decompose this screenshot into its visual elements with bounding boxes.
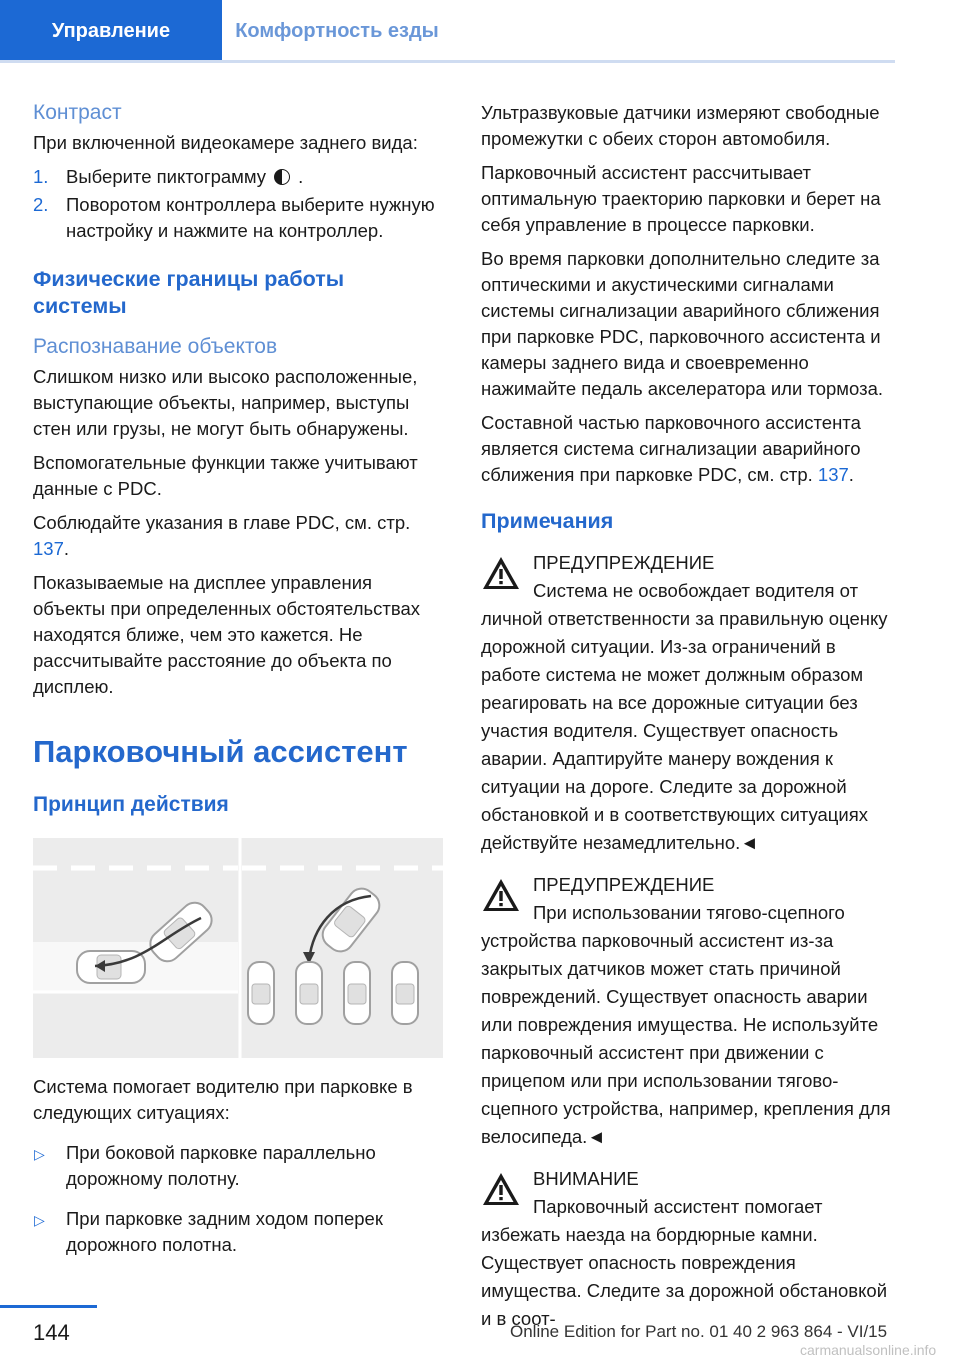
footer-accent-line [0, 1305, 97, 1308]
step-2 [33, 192, 443, 244]
list-arrow-icon: ▷ [34, 1212, 45, 1228]
right-p2: Парковочный ассистент рассчитывает оптимальную траекторию парковки и берет на себя управление в процессе парковки. [481, 162, 881, 235]
header-tab-control[interactable]: Управление [0, 0, 222, 62]
bullet-item [33, 1140, 443, 1192]
p3-end: . [63, 538, 70, 559]
left-column [33, 100, 443, 1272]
p3-text: Соблюдайте указания в главе PDC, см. стр. [33, 512, 411, 533]
contrast-heading: Контраст [33, 101, 122, 124]
notes-heading: Примечания [481, 509, 614, 533]
watermark: carmanualsonline.info [800, 1342, 937, 1358]
header-divider [0, 60, 895, 63]
page-link-137[interactable]: 137 [33, 538, 64, 559]
header-tab-comfort[interactable]: Комфортность езды [235, 19, 439, 42]
warning-title: ПРЕДУПРЕЖДЕНИЕ [533, 552, 715, 573]
warning-title: ПРЕДУПРЕЖДЕНИЕ [533, 874, 715, 895]
bullet-item [33, 1206, 443, 1258]
warning-body: Система не освобождает водителя от личной ответственности за правильную оценку дорожной ситуации. Из-за ограничений в работе система не может должным образом реагировать на все дорожные ситуации без участия водителя. Существует опасность аварии. Адаптируйте манеру вождения к ситуации на дороге. Следите за дорожной обстановкой и в соответствующих ситуациях действуйте незамедлительно.◄ [481, 580, 888, 853]
page-number: 144 [33, 1320, 70, 1345]
recognition-p2: Вспомогательные функции также учитывают данные с PDC. [33, 452, 418, 499]
recognition-p1: Слишком низко или высоко расположенные, выступающие объекты, например, выступы стен или грузы, не могут быть обнаружены. [33, 366, 418, 439]
caution-body: Парковочный ассистент помогает избежать наезда на бордюрные камни. Существует опасность повреждения имущества. Следите за дорожной обстановкой и в соот- [481, 1196, 888, 1329]
bullet-text: При боковой парковке параллельно дорожному полотну. [66, 1142, 376, 1189]
after-figure-text: Система помогает водителю при парковке в следующих ситуациях: [33, 1076, 413, 1123]
contrast-icon [274, 169, 290, 185]
list-arrow-icon: ▷ [34, 1146, 45, 1162]
step-text: Поворотом контроллера выберите нужную настройку и нажмите на контроллер. [66, 194, 435, 241]
parking-illustration [33, 838, 443, 1058]
step-number: 1. [33, 166, 49, 187]
caution-title: ВНИМАНИЕ [533, 1168, 639, 1189]
right-p1: Ультразвуковые датчики измеряют свободные промежутки с обеих сторон автомобиля. [481, 102, 880, 149]
parking-assistant-heading: Парковочный ассистент [33, 734, 408, 769]
limits-heading: Физические границы работы системы [33, 267, 345, 318]
page-link-137[interactable]: 137 [817, 464, 849, 485]
principle-heading: Принцип действия [33, 793, 229, 816]
warning-triangle-icon [481, 1171, 521, 1207]
recognition-p3 [33, 510, 443, 562]
step-1 [33, 164, 443, 190]
warning-block-1 [481, 549, 895, 857]
step-number: 2. [33, 194, 49, 215]
warning-body: При использовании тягово-сцепного устройства парковочный ассистент из-за закрытых датчиков может стать причиной повреждений. Существует опасность аварии или повреждения имущества. Не используйте парковочный ассистент при движении с прицепом или при использовании тягово-сцепного устройства, например, крепления для велосипеда.◄ [481, 902, 891, 1147]
edition-text: Online Edition for Part no. 01 40 2 963 864 - VI/15 [510, 1322, 888, 1341]
warning-triangle-icon [481, 555, 521, 591]
caution-block [481, 1165, 895, 1333]
p4-text: Составной частью парковочного ассистента является система сигнализации аварийного сближения при парковке PDC, см. стр. [481, 412, 861, 485]
warning-block-2 [481, 871, 895, 1151]
step-text: Выберите пиктограмму [66, 166, 267, 187]
warning-triangle-icon [481, 877, 521, 913]
recognition-heading: Распознавание объектов [33, 335, 278, 358]
right-p3: Во время парковки дополнительно следите за оптическими и акустическими сигналами системы сигнализации аварийного сближения при парковке PDC, парковочного ассистента и камеры заднего вида и своевременно нажимайте педаль акселератора или тормоза. [481, 248, 884, 399]
right-p4 [481, 410, 895, 488]
p4-end: . [848, 464, 854, 485]
recognition-p4: Показываемые на дисплее управления объекты при определенных обстоятельствах находятся ближе, чем это кажется. Не рассчитывайте расстояние до объекта по дисплею. [33, 572, 421, 697]
contrast-intro: При включенной видеокамере заднего вида: [33, 132, 418, 153]
right-column [481, 100, 895, 1347]
bullet-text: При парковке задним ходом поперек дорожного полотна. [66, 1208, 383, 1255]
step-text-end: . [298, 166, 304, 187]
